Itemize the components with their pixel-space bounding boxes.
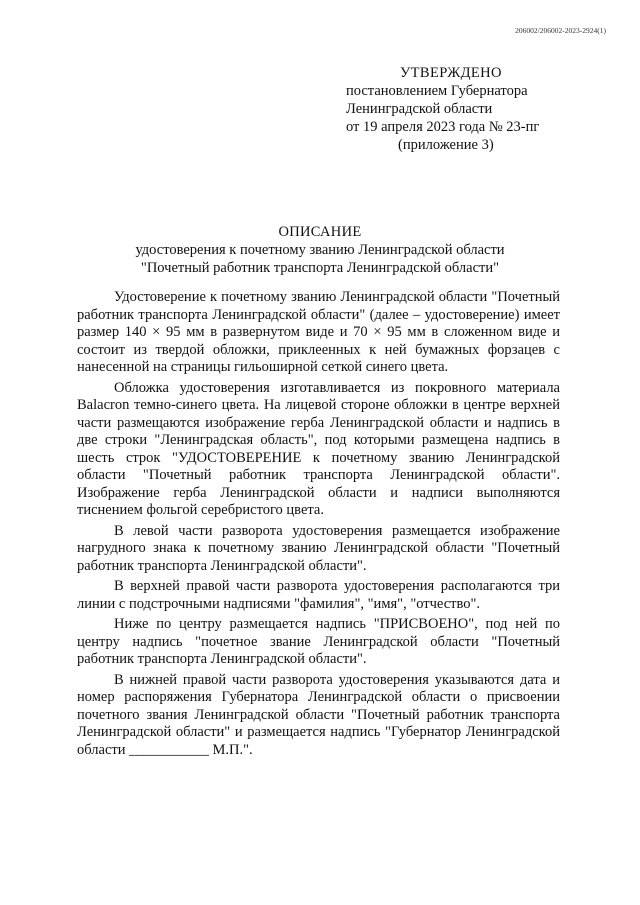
approval-date-line: от 19 апреля 2023 года № 23-пг: [346, 119, 540, 135]
approval-stamp: [346, 64, 539, 154]
body-paragraph: Ниже по центру размещается надпись "ПРИСВОЕНО", под ней по центру надпись "почетное звание Ленинградской области "Почетный работник транспорта Ленинградской области".: [77, 616, 560, 667]
approval-line: Ленинградской области: [346, 101, 493, 117]
title-subline: "Почетный работник транспорта Ленинградской области": [140, 260, 500, 276]
approval-appendix-line: (приложение 3): [398, 137, 494, 153]
title-subline: удостоверения к почетному званию Ленинградской области: [135, 242, 505, 258]
title-heading: ОПИСАНИЕ: [278, 224, 362, 240]
document-body: [77, 289, 560, 762]
approval-heading: УТВЕРЖДЕНО: [400, 65, 502, 81]
document-id: 206002/206002-2023-2924(1): [515, 26, 606, 35]
body-paragraph: В левой части разворота удостоверения размещается изображение нагрудного знака к почетному званию Ленинградской области "Почетный работник транспорта Ленинградской области".: [77, 522, 560, 574]
document-title: [0, 223, 640, 277]
approval-line: постановлением Губернатора: [346, 83, 528, 99]
body-paragraph: Обложка удостоверения изготавливается из покровного материала Balacron темно-синего цвета. На лицевой стороне обложки в центре верхней части размещаются изображение герба Ленинградской области и надпись в две строки "Ленинградская область", под которыми размещена надпись в шесть строк "УДОСТОВЕРЕНИЕ к почетному званию Ленинградской области "Почетный работник транспорта Ленинградской области". Изображение герба Ленинградской области и надписи выполняются тиснением фольгой серебристого цвета.: [77, 379, 560, 518]
body-paragraph: В верхней правой части разворота удостоверения располагаются три линии с подстрочными надписями "фамилия", "имя", "отчество".: [77, 578, 560, 612]
body-paragraph: Удостоверение к почетному званию Ленинградской области "Почетный работник транспорта Ленинградской области" (далее – удостоверение) имеет размер 140 × 95 мм в развернутом виде и 70 × 95 мм в сложенном виде и состоит из твердой обложки, приклеенных к ней бумажных форзацев с нанесенной на страницы гильоширной сеткой синего цвета.: [77, 289, 560, 375]
body-paragraph: В нижней правой части разворота удостоверения указываются дата и номер распоряжения Губернатора Ленинградской области о присвоении почетного звания Ленинградской области "Почетный работник транспорта Ленинградской области" и размещается надпись "Губернатор Ленинградской области ___________ М.П.".: [77, 671, 560, 758]
